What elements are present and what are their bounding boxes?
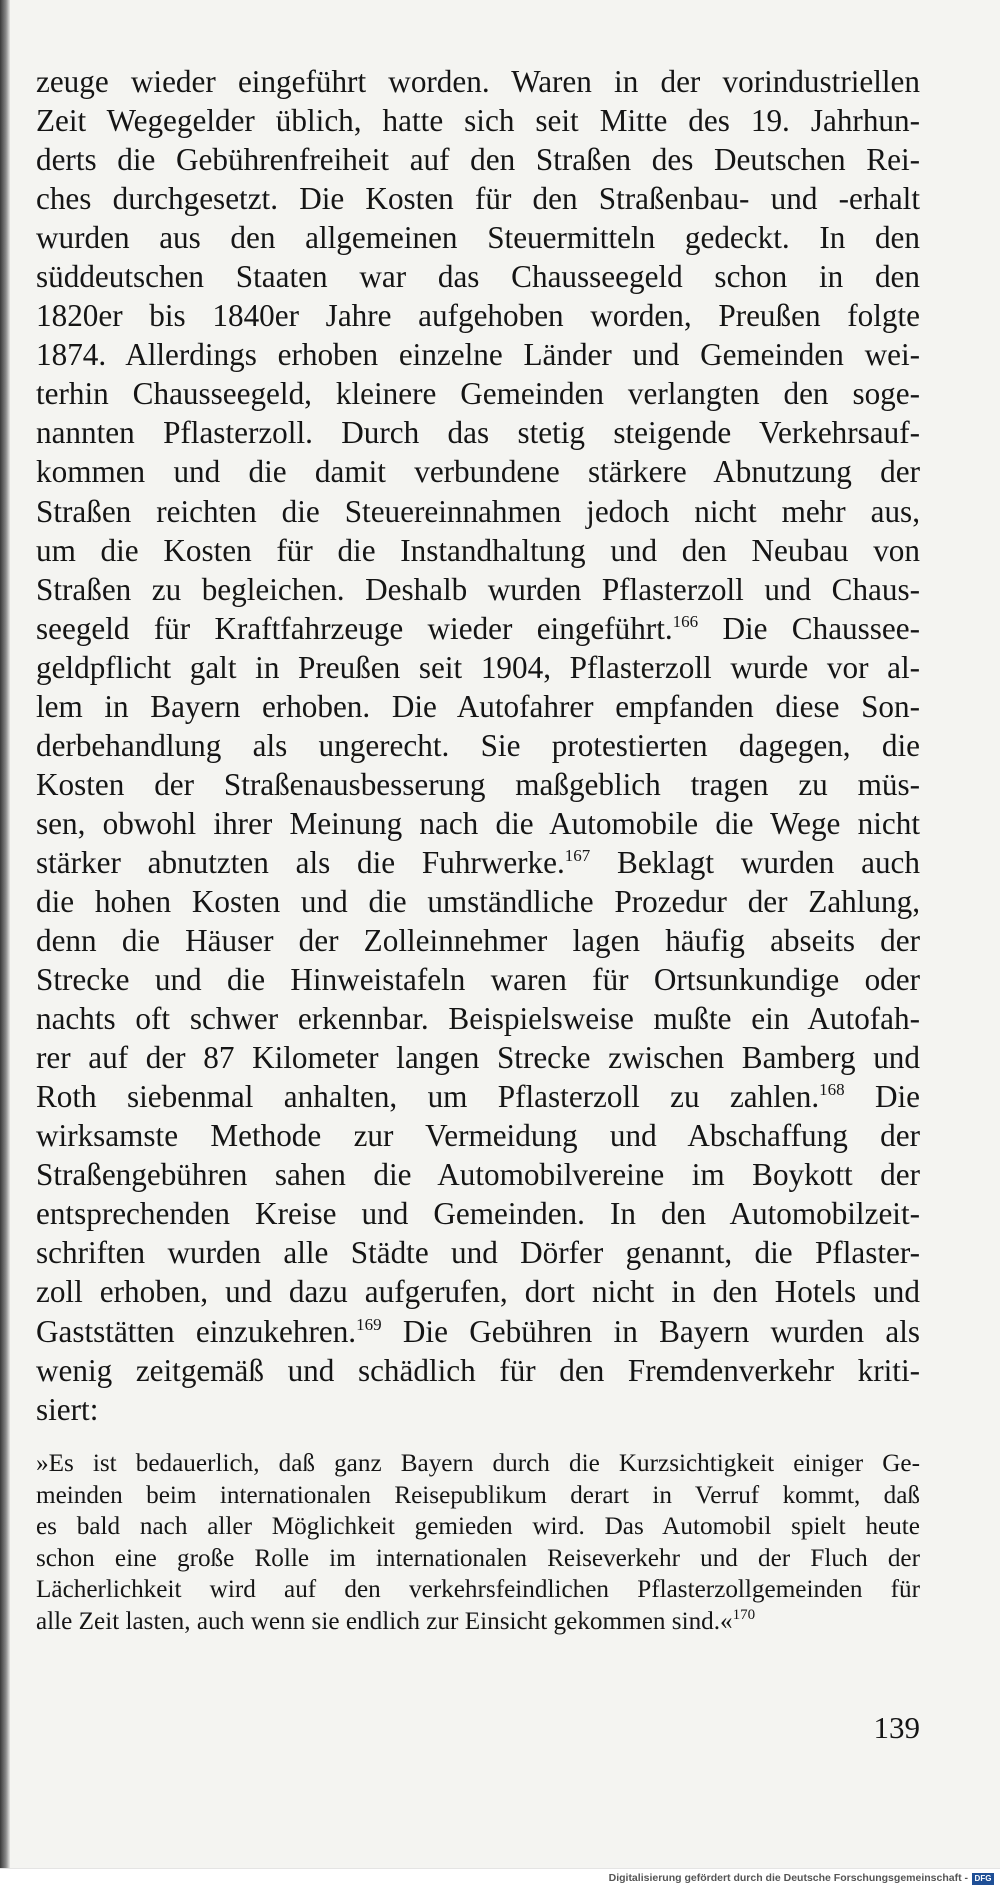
- text-line: sen, obwohl ihrer Meinung nach die Automobile die Wege nicht: [36, 805, 920, 841]
- footnote-ref-169: 169: [356, 1314, 382, 1334]
- text-line: wirksamste Methode zur Vermeidung und Abschaffung der: [36, 1118, 920, 1154]
- text-line: zeuge wieder eingeführt worden. Waren in der vorindustriellen: [36, 64, 920, 99]
- text-line: siert:: [36, 1391, 99, 1427]
- page-number: 139: [873, 1710, 920, 1745]
- quote-line: es bald nach aller Möglichkeit gemieden wird. Das Automobil spielt heute: [36, 1513, 920, 1541]
- quote-line: Lächerlichkeit wird auf den verkehrsfeindlichen Pflasterzollgemeinden für: [36, 1576, 920, 1604]
- book-spine-shadow: [0, 0, 10, 1890]
- text-segment: seegeld für Kraftfahrzeuge wieder eingeführt.: [36, 610, 673, 646]
- footnote-ref-170: 170: [732, 1606, 756, 1623]
- text-line: lem in Bayern erhoben. Die Autofahrer empfanden diese Son-: [36, 688, 920, 724]
- text-line: [36, 609, 920, 648]
- text-line: Straßengebühren sahen die Automobilvereine im Boykott der: [36, 1157, 920, 1193]
- funding-notice: Digitalisierung gefördert durch die Deutsche Forschungsgemeinschaft -: [608, 1872, 968, 1884]
- text-line: wenig zeitgemäß und schädlich für den Fremdenverkehr kriti-: [36, 1352, 920, 1388]
- text-line: [36, 843, 920, 882]
- text-line: derbehandlung als ungerecht. Sie protestierten dagegen, die: [36, 727, 920, 763]
- text-segment: Roth siebenmal anhalten, um Pflasterzoll zu zahlen.: [36, 1079, 820, 1115]
- text-line: derts die Gebührenfreiheit auf den Straßen des Deutschen Rei-: [36, 142, 920, 178]
- text-line: terhin Chausseegeld, kleinere Gemeinden verlangten den soge-: [36, 376, 920, 412]
- text-line: Straßen zu begleichen. Deshalb wurden Pflasterzoll und Chaus-: [36, 571, 920, 607]
- text-line: denn die Häuser der Zolleinnehmer lagen häufig abseits der: [36, 923, 920, 959]
- quote-line: meinden beim internationalen Reisepublikum derart in Verruf kommt, daß: [36, 1481, 920, 1509]
- text-line: rer auf der 87 Kilometer langen Strecke zwischen Bamberg und: [36, 1040, 920, 1076]
- text-line: süddeutschen Staaten war das Chausseegeld schon in den: [36, 259, 920, 295]
- text-segment: alle Zeit lasten, auch wenn sie endlich zur Einsicht gekommen sind.«: [36, 1607, 733, 1635]
- digitization-footer: [0, 1868, 1000, 1891]
- quote-line: »Es ist bedauerlich, daß ganz Bayern durch die Kurzsichtigkeit einiger Ge-: [36, 1450, 920, 1477]
- text-line: ches durchgesetzt. Die Kosten für den Straßenbau- und -erhalt: [36, 181, 920, 217]
- text-line: kommen und die damit verbundene stärkere Abnutzung der: [36, 454, 920, 490]
- text-segment: Die Chaussee-: [698, 610, 920, 646]
- dfg-logo: DFG: [972, 1873, 994, 1885]
- text-line: die hohen Kosten und die umständliche Prozedur der Zahlung,: [36, 883, 920, 919]
- text-line: geldpflicht galt in Preußen seit 1904, Pflasterzoll wurde vor al-: [36, 649, 920, 685]
- text-line: [36, 1077, 920, 1116]
- text-line: wurden aus den allgemeinen Steuermitteln gedeckt. In den: [36, 220, 920, 256]
- quote-line: schon eine große Rolle im internationalen Reiseverkehr und der Fluch der: [36, 1544, 920, 1572]
- text-line: [36, 1312, 920, 1351]
- text-segment: Die: [844, 1079, 921, 1115]
- text-line: Strecke und die Hinweistafeln waren für Ortsunkundige oder: [36, 962, 920, 998]
- text-line: um die Kosten für die Instandhaltung und den Neubau von: [36, 532, 920, 568]
- footnote-ref-167: 167: [564, 845, 591, 865]
- text-line: nachts oft schwer erkennbar. Beispielsweise mußte ein Autofah-: [36, 1001, 920, 1037]
- footnote-ref-166: 166: [672, 611, 699, 631]
- quote-line: [36, 1606, 920, 1638]
- block-quote: [36, 1448, 920, 1638]
- text-line: schriften wurden alle Städte und Dörfer genannt, die Pflaster-: [36, 1235, 920, 1271]
- text-line: entsprechenden Kreise und Gemeinden. In den Automobilzeit-: [36, 1196, 920, 1232]
- text-segment: stärker abnutzten als die Fuhrwerke.: [36, 844, 565, 880]
- text-line: Kosten der Straßenausbesserung maßgeblich tragen zu müs-: [36, 766, 920, 802]
- text-segment: Die Gebühren in Bayern wurden als: [381, 1313, 921, 1349]
- body-text: [36, 62, 920, 1429]
- text-segment: Beklagt wurden auch: [590, 844, 920, 880]
- text-segment: Gaststätten einzukehren.: [36, 1313, 357, 1349]
- text-line: Zeit Wegegelder üblich, hatte sich seit Mitte des 19. Jahrhun-: [36, 103, 920, 139]
- text-line: nannten Pflasterzoll. Durch das stetig steigende Verkehrsauf-: [36, 415, 920, 451]
- text-line: Straßen reichten die Steuereinnahmen jedoch nicht mehr aus,: [36, 493, 920, 529]
- text-line: 1820er bis 1840er Jahre aufgehoben worden, Preußen folgte: [36, 298, 920, 334]
- text-line: zoll erhoben, und dazu aufgerufen, dort nicht in den Hotels und: [36, 1274, 920, 1310]
- text-line: 1874. Allerdings erhoben einzelne Länder und Gemeinden wei-: [36, 337, 920, 373]
- footnote-ref-168: 168: [819, 1080, 845, 1100]
